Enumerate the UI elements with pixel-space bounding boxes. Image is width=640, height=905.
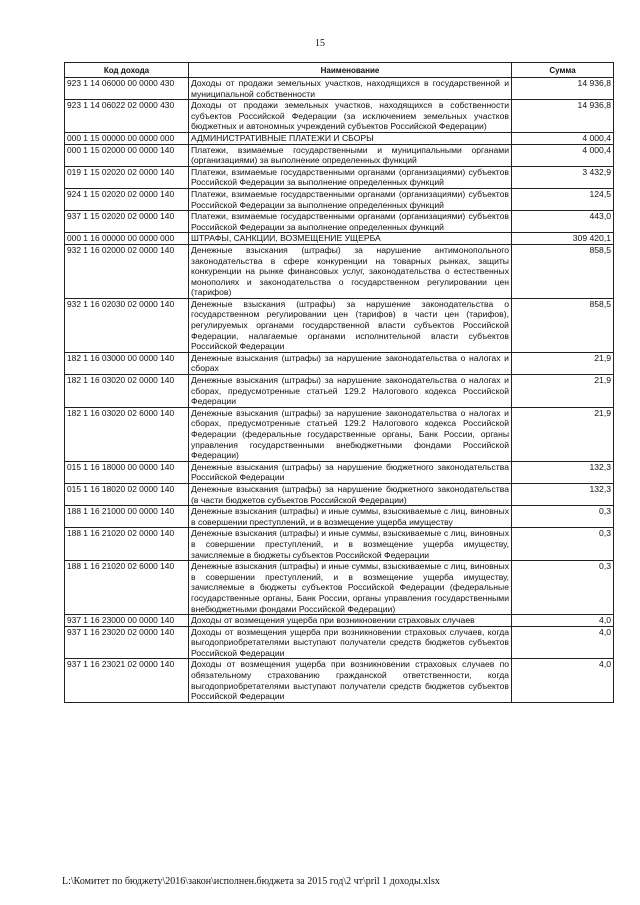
row-sum-cell: 14 936,8 [512, 78, 614, 100]
row-code-cell: 924 1 15 02020 02 0000 140 [65, 188, 189, 210]
row-name-cell: АДМИНИСТРАТИВНЫЕ ПЛАТЕЖИ И СБОРЫ [189, 132, 512, 144]
row-code-cell: 000 1 16 00000 00 0000 000 [65, 233, 189, 245]
row-code-cell: 000 1 15 00000 00 0000 000 [65, 132, 189, 144]
row-name-cell: Платежи, взимаемые государственными органами (организациями) субъектов Российской Федерации за выполнение определенных функций [189, 166, 512, 188]
row-name-cell: Доходы от возмещения ущерба при возникновении страховых случаев, когда выгодоприобретателями выступают получатели средств бюджетов субъектов Российской Федерации [189, 626, 512, 659]
row-sum-cell: 4,0 [512, 615, 614, 627]
row-sum-cell: 443,0 [512, 211, 614, 233]
row-name-cell: Денежные взыскания (штрафы) и иные суммы, взыскиваемые с лиц, виновных в совершении преступлений, и в возмещение ущерба имуществу [189, 506, 512, 528]
row-code-cell: 937 1 16 23020 02 0000 140 [65, 626, 189, 659]
row-sum-cell: 124,5 [512, 188, 614, 210]
row-name-cell: Доходы от возмещения ущерба при возникновении страховых случаев по обязательному страхованию гражданской ответственности, когда выгодоприобретателями выступают получатели средств бюджетов субъектов Российской Федерации [189, 659, 512, 702]
revenue-table [64, 62, 614, 703]
row-name-cell: Денежные взыскания (штрафы) и иные суммы, взыскиваемые с лиц, виновных в совершении преступлений, и в возмещение ущерба имуществу, зачисляемые в бюджеты субъектов Российской Федерации [189, 528, 512, 561]
row-name-cell: Доходы от продажи земельных участков, находящихся в собственности субъектов Российской Федерации (за исключением земельных участков бюджетных и автономных учреждений субъектов Российской Федерации) [189, 100, 512, 133]
row-code-cell: 019 1 15 02020 02 0000 140 [65, 166, 189, 188]
table-row [65, 166, 614, 188]
row-sum-cell: 858,5 [512, 298, 614, 352]
table-row [65, 626, 614, 659]
table-row [65, 528, 614, 561]
row-code-cell: 923 1 14 06000 00 0000 430 [65, 78, 189, 100]
table-row [65, 561, 614, 615]
row-sum-cell: 132,3 [512, 483, 614, 505]
page-number: 15 [315, 38, 325, 49]
row-name-cell: Денежные взыскания (штрафы) за нарушение бюджетного законодательства (в части бюджетов субъектов Российской Федерации) [189, 483, 512, 505]
row-name-cell: Денежные взыскания (штрафы) за нарушение законодательства о налогах и сборах [189, 352, 512, 374]
row-sum-cell: 0,3 [512, 506, 614, 528]
row-code-cell: 932 1 16 02000 02 0000 140 [65, 244, 189, 298]
row-code-cell: 182 1 16 03020 02 6000 140 [65, 407, 189, 461]
row-code-cell: 015 1 16 18020 02 0000 140 [65, 483, 189, 505]
header-sum: Сумма [512, 63, 614, 78]
row-code-cell: 932 1 16 02030 02 0000 140 [65, 298, 189, 352]
row-sum-cell: 0,3 [512, 528, 614, 561]
header-code: Код дохода [65, 63, 189, 78]
header-name: Наименование [189, 63, 512, 78]
row-sum-cell: 4,0 [512, 659, 614, 702]
row-sum-cell: 14 936,8 [512, 100, 614, 133]
table-row [65, 144, 614, 166]
table-row [65, 659, 614, 702]
row-name-cell: Денежные взыскания (штрафы) за нарушение законодательства о налогах и сборах, предусмотренные статьей 129.2 Налогового кодекса Российской Федерации [189, 375, 512, 408]
row-name-cell: Денежные взыскания (штрафы) за нарушение бюджетного законодательства Российской Федерации [189, 461, 512, 483]
table-row [65, 100, 614, 133]
table-row [65, 483, 614, 505]
row-name-cell: Платежи, взимаемые государственными и муниципальными органами (организациями) за выполнение определенных функций [189, 144, 512, 166]
table-row [65, 615, 614, 627]
table-row [65, 407, 614, 461]
row-sum-cell: 4 000,4 [512, 132, 614, 144]
row-code-cell: 000 1 15 02000 00 0000 140 [65, 144, 189, 166]
file-path-footer: L:\Комитет по бюджету\2016\закон\исполнен.бюджета за 2015 год\2 чт\pril 1 доходы.xlsx [62, 876, 440, 887]
table-row [65, 506, 614, 528]
row-name-cell: Доходы от продажи земельных участков, находящихся в государственной и муниципальной собственности [189, 78, 512, 100]
table-row [65, 211, 614, 233]
row-code-cell: 937 1 15 02020 02 0000 140 [65, 211, 189, 233]
row-name-cell: Денежные взыскания (штрафы) за нарушение законодательства о государственном регулировании цен (тарифов) в части цен (тарифов), регулируемых органами государственной власти субъектов Российской Федерации, налагаемые органами исполнительной власти субъектов Российской Федерации [189, 298, 512, 352]
table-row [65, 352, 614, 374]
row-name-cell: Платежи, взимаемые государственными органами (организациями) субъектов Российской Федерации за выполнение определенных функций [189, 211, 512, 233]
table-row [65, 233, 614, 245]
table-row [65, 132, 614, 144]
row-code-cell: 182 1 16 03000 00 0000 140 [65, 352, 189, 374]
table-row [65, 375, 614, 408]
table-row [65, 298, 614, 352]
row-sum-cell: 0,3 [512, 561, 614, 615]
row-sum-cell: 132,3 [512, 461, 614, 483]
row-code-cell: 015 1 16 18000 00 0000 140 [65, 461, 189, 483]
row-name-cell: Платежи, взимаемые государственными органами (организациями) субъектов Российской Федерации за выполнение определенных функций [189, 188, 512, 210]
row-sum-cell: 3 432,9 [512, 166, 614, 188]
row-sum-cell: 309 420,1 [512, 233, 614, 245]
row-sum-cell: 4 000,4 [512, 144, 614, 166]
table-row [65, 78, 614, 100]
row-sum-cell: 21,9 [512, 352, 614, 374]
row-code-cell: 188 1 16 21020 02 6000 140 [65, 561, 189, 615]
row-sum-cell: 4,0 [512, 626, 614, 659]
table-header-row [65, 63, 614, 78]
table-row [65, 188, 614, 210]
row-code-cell: 188 1 16 21020 02 0000 140 [65, 528, 189, 561]
row-code-cell: 923 1 14 06022 02 0000 430 [65, 100, 189, 133]
row-name-cell: ШТРАФЫ, САНКЦИИ, ВОЗМЕЩЕНИЕ УЩЕРБА [189, 233, 512, 245]
row-code-cell: 937 1 16 23021 02 0000 140 [65, 659, 189, 702]
row-code-cell: 937 1 16 23000 00 0000 140 [65, 615, 189, 627]
row-name-cell: Денежные взыскания (штрафы) за нарушение законодательства о налогах и сборах, предусмотренные статьей 129.2 Налогового кодекса Российской Федерации (федеральные государственные органы, Банк России, органы управления государственными внебюджетными фондами Российской Федерации) [189, 407, 512, 461]
row-name-cell: Денежные взыскания (штрафы) за нарушение антимонопольного законодательства в сфере конкуренции на товарных рынках, защиты конкуренции на рынке финансовых услуг, законодательства о естественных монополиях и законодательства о государственном регулировании цен (тарифов) [189, 244, 512, 298]
row-code-cell: 182 1 16 03020 02 0000 140 [65, 375, 189, 408]
table-row [65, 461, 614, 483]
row-code-cell: 188 1 16 21000 00 0000 140 [65, 506, 189, 528]
row-name-cell: Денежные взыскания (штрафы) и иные суммы, взыскиваемые с лиц, виновных в совершении преступлений, и в возмещение ущерба имуществу, зачисляемые в бюджеты субъектов Российской Федерации (федеральные государственные органы, Банк России, органы управления государственными внебюджетными фондами Российской Федерации) [189, 561, 512, 615]
row-name-cell: Доходы от возмещения ущерба при возникновении страховых случаев [189, 615, 512, 627]
row-sum-cell: 21,9 [512, 375, 614, 408]
row-sum-cell: 21,9 [512, 407, 614, 461]
row-sum-cell: 858,5 [512, 244, 614, 298]
table-row [65, 244, 614, 298]
